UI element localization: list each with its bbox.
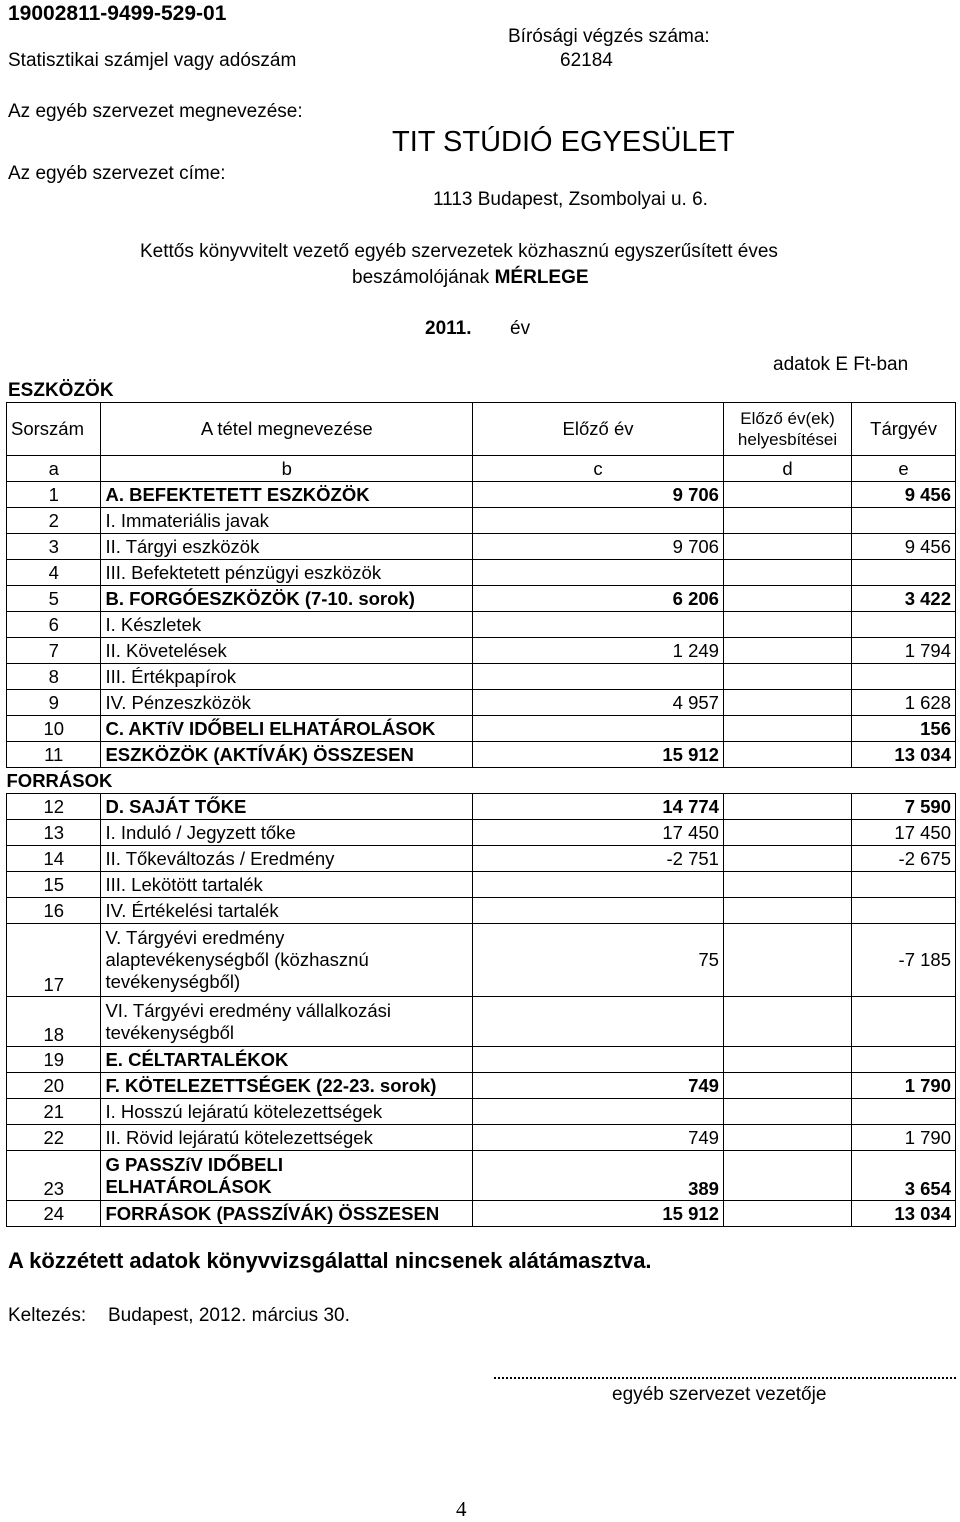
row-name: III. Befektetett pénzügyi eszközök [101,560,473,586]
letter-a: a [7,456,101,482]
report-year: 2011. [425,318,472,339]
table-row [7,742,956,768]
table-row [7,482,956,508]
table-row [7,638,956,664]
table-row [7,794,956,820]
col-header-prev: Előző év [473,403,724,456]
row-corr [723,820,851,846]
row-curr: 1 628 [852,690,956,716]
table-row [7,1201,956,1227]
row-curr: 1 794 [852,638,956,664]
row-name: A. BEFEKTETETT ESZKÖZÖK [101,482,473,508]
row-corr [723,1125,851,1151]
org-address: 1113 Budapest, Zsombolyai u. 6. [433,189,708,210]
row-no: 14 [7,846,101,872]
row-corr [723,664,851,690]
row-no: 23 [7,1151,101,1201]
row-prev: 9 706 [473,534,724,560]
row-prev: 75 [473,924,724,997]
row-curr: 3 654 [852,1151,956,1201]
row-curr: 13 034 [852,742,956,768]
row-corr [723,638,851,664]
row-corr [723,997,851,1047]
org-address-label: Az egyéb szervezet címe: [8,163,226,184]
row-no: 19 [7,1047,101,1073]
row-curr [852,898,956,924]
row-name: III. Lekötött tartalék [101,872,473,898]
table-row [7,1047,956,1073]
row-name: D. SAJÁT TŐKE [101,794,473,820]
row-curr: 7 590 [852,794,956,820]
row-name-line: alaptevékenységből (közhasznú [105,949,369,970]
report-title-line2 [352,267,589,289]
row-prev: 749 [473,1073,724,1099]
row-name-line: ELHATÁROLÁSOK [105,1175,272,1197]
table-row [7,898,956,924]
report-title-line1: Kettős könyvvitelt vezető egyéb szervezetek közhasznú egyszerűsített éves [140,241,778,262]
row-name [101,924,473,997]
tax-id: 19002811-9499-529-01 [8,2,227,25]
row-no: 4 [7,560,101,586]
row-curr: 17 450 [852,820,956,846]
row-no: 18 [7,997,101,1047]
row-prev: 6 206 [473,586,724,612]
row-name-line: tevékenységből [105,1021,235,1043]
row-curr [852,664,956,690]
row-name: III. Értékpapírok [101,664,473,690]
row-curr: 156 [852,716,956,742]
court-order-number: 62184 [560,50,613,71]
row-prev [473,898,724,924]
balance-table [6,402,956,1227]
row-corr [723,508,851,534]
row-name: IV. Pénzeszközök [101,690,473,716]
row-corr [723,716,851,742]
row-no: 10 [7,716,101,742]
letters-row [7,456,956,482]
row-curr: -2 675 [852,846,956,872]
row-prev [473,872,724,898]
row-prev [473,508,724,534]
row-corr [723,846,851,872]
date-label: Keltezés: [8,1305,87,1326]
table-row [7,846,956,872]
row-curr [852,997,956,1047]
row-curr [852,872,956,898]
row-curr [852,508,956,534]
row-curr: 13 034 [852,1201,956,1227]
row-prev [473,997,724,1047]
row-curr: 9 456 [852,534,956,560]
row-name: I. Induló / Jegyzett tőke [101,820,473,846]
letter-d: d [723,456,851,482]
row-no: 13 [7,820,101,846]
row-curr: 3 422 [852,586,956,612]
org-name-label: Az egyéb szervezet megnevezése: [8,101,303,122]
row-corr [723,560,851,586]
letter-b: b [101,456,473,482]
row-corr [723,872,851,898]
table-row [7,586,956,612]
table-row [7,716,956,742]
row-corr [723,924,851,997]
row-curr [852,612,956,638]
audit-disclaimer: A közzétett adatok könyvvizsgálattal nincsenek alátámasztva. [8,1248,652,1273]
col-header-corrections [723,403,851,456]
row-name [101,1151,473,1201]
row-name-line: G PASSZíV IDŐBELI [105,1153,283,1175]
col-header-no: Sorszám [7,403,101,456]
row-no: 22 [7,1125,101,1151]
report-title-prefix: beszámolójának [352,267,495,288]
table-row [7,690,956,716]
row-name: FORRÁSOK (PASSZÍVÁK) ÖSSZESEN [101,1201,473,1227]
row-no: 8 [7,664,101,690]
row-no: 16 [7,898,101,924]
row-name: IV. Értékelési tartalék [101,898,473,924]
table-row [7,924,956,997]
sources-heading-row [7,768,956,794]
row-curr: 1 790 [852,1125,956,1151]
row-curr [852,560,956,586]
row-name-line: tevékenységből) [105,971,241,992]
table-row [7,534,956,560]
row-no: 17 [7,924,101,997]
row-no: 5 [7,586,101,612]
row-corr [723,482,851,508]
row-name: B. FORGÓESZKÖZÖK (7-10. sorok) [101,586,473,612]
row-no: 1 [7,482,101,508]
row-prev: 15 912 [473,742,724,768]
assets-heading: ESZKÖZÖK [8,380,114,401]
row-curr: -7 185 [852,924,956,997]
table-row [7,664,956,690]
row-name: I. Készletek [101,612,473,638]
row-name-line: VI. Tárgyévi eredmény vállalkozási [105,999,391,1021]
row-corr [723,1201,851,1227]
row-curr [852,1047,956,1073]
row-curr: 9 456 [852,482,956,508]
row-name: I. Immateriális javak [101,508,473,534]
row-prev: 17 450 [473,820,724,846]
court-order-label: Bírósági végzés száma: [508,26,710,47]
letter-c: c [473,456,724,482]
row-name: F. KÖTELEZETTSÉGEK (22-23. sorok) [101,1073,473,1099]
table-header-row [7,403,956,456]
page-number: 4 [456,1497,467,1521]
row-corr [723,1047,851,1073]
row-prev [473,1047,724,1073]
letter-e: e [852,456,956,482]
row-prev: 14 774 [473,794,724,820]
table-row [7,612,956,638]
col-header-name: A tétel megnevezése [101,403,473,456]
row-name: II. Rövid lejáratú kötelezettségek [101,1125,473,1151]
date-value: Budapest, 2012. március 30. [108,1305,350,1326]
sources-heading: FORRÁSOK [7,768,956,794]
row-prev [473,612,724,638]
row-corr [723,898,851,924]
col-header-corr-line2: helyesbítései [737,430,838,449]
row-name: C. AKTíV IDŐBELI ELHATÁROLÁSOK [101,716,473,742]
table-row [7,560,956,586]
row-curr [852,1099,956,1125]
row-no: 11 [7,742,101,768]
row-prev: 1 249 [473,638,724,664]
row-name: I. Hosszú lejáratú kötelezettségek [101,1099,473,1125]
table-row [7,1125,956,1151]
table-row [7,872,956,898]
row-name: II. Tárgyi eszközök [101,534,473,560]
row-prev: 749 [473,1125,724,1151]
row-prev: 15 912 [473,1201,724,1227]
row-no: 24 [7,1201,101,1227]
row-name [101,997,473,1047]
row-corr [723,1099,851,1125]
row-no: 15 [7,872,101,898]
row-prev [473,664,724,690]
row-name: II. Tőkeváltozás / Eredmény [101,846,473,872]
row-prev: 389 [473,1151,724,1201]
row-corr [723,794,851,820]
row-no: 21 [7,1099,101,1125]
row-prev: 9 706 [473,482,724,508]
row-corr [723,1073,851,1099]
units-note: adatok E Ft-ban [773,354,909,375]
row-corr [723,742,851,768]
table-row [7,1099,956,1125]
col-header-curr: Tárgyév [852,403,956,456]
row-prev [473,560,724,586]
row-corr [723,586,851,612]
row-corr [723,534,851,560]
row-name-line: V. Tárgyévi eredmény [105,927,285,948]
signature-label: egyéb szervezet vezetője [612,1384,827,1405]
row-no: 20 [7,1073,101,1099]
table-row [7,1073,956,1099]
row-corr [723,612,851,638]
row-curr: 1 790 [852,1073,956,1099]
table-row [7,1151,956,1201]
col-header-corr-line1: Előző év(ek) [740,409,835,428]
tax-id-label: Statisztikai számjel vagy adószám [8,50,297,71]
row-corr [723,690,851,716]
row-no: 12 [7,794,101,820]
row-prev [473,1099,724,1125]
row-no: 9 [7,690,101,716]
org-name: TIT STÚDIÓ EGYESÜLET [392,126,735,158]
report-title-bold: MÉRLEGE [494,267,589,288]
row-no: 7 [7,638,101,664]
row-prev [473,716,724,742]
report-year-suffix: év [510,318,531,339]
row-prev: 4 957 [473,690,724,716]
table-row [7,820,956,846]
row-no: 6 [7,612,101,638]
table-row [7,508,956,534]
signature-line [494,1377,956,1379]
row-name: ESZKÖZÖK (AKTÍVÁK) ÖSSZESEN [101,742,473,768]
row-no: 2 [7,508,101,534]
row-prev: -2 751 [473,846,724,872]
row-name: E. CÉLTARTALÉKOK [101,1047,473,1073]
row-no: 3 [7,534,101,560]
row-corr [723,1151,851,1201]
row-name: II. Követelések [101,638,473,664]
table-row [7,997,956,1047]
